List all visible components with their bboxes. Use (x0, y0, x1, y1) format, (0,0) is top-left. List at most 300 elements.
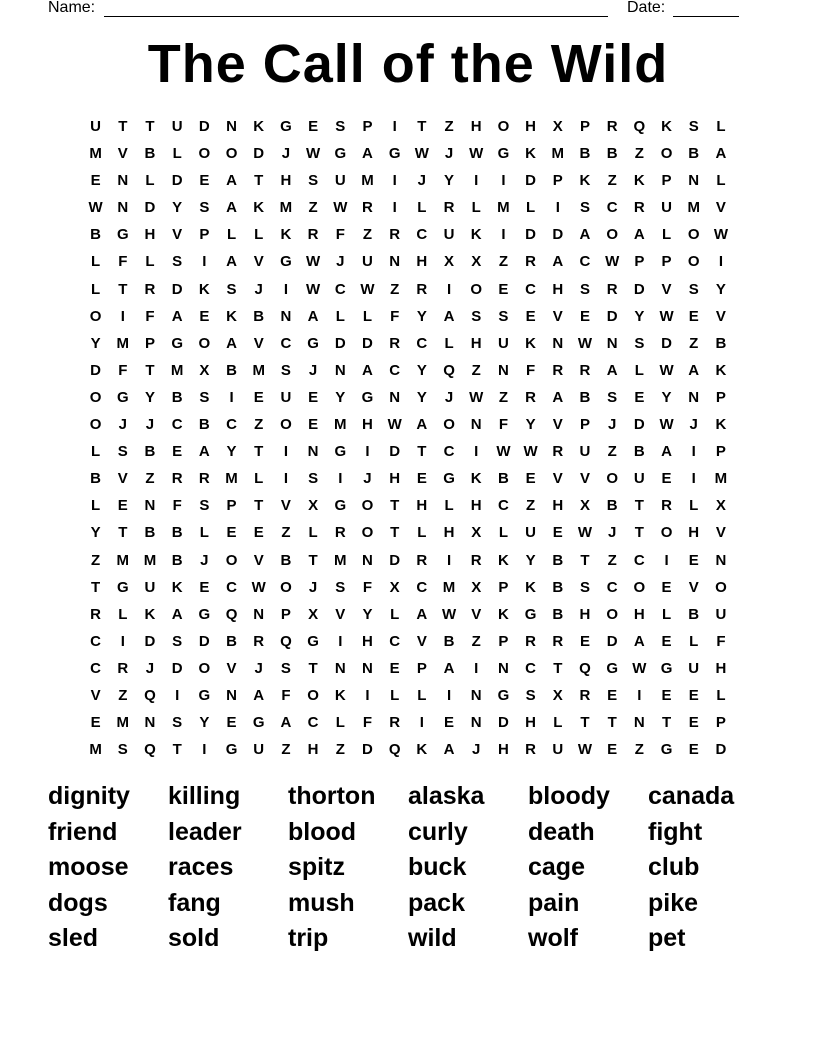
grid-letter[interactable]: D (525, 172, 537, 190)
grid-letter[interactable]: L (444, 334, 454, 352)
name-field[interactable] (104, 16, 608, 17)
grid-letter[interactable]: G (334, 145, 347, 163)
grid-letter[interactable]: W (577, 741, 593, 759)
grid-letter[interactable]: W (577, 524, 593, 542)
grid-letter[interactable]: R (552, 443, 564, 461)
grid-letter[interactable]: A (171, 605, 183, 623)
grid-letter[interactable]: L (335, 714, 345, 732)
grid-letter[interactable]: Q (144, 741, 156, 759)
grid-letter[interactable]: O (687, 226, 700, 244)
grid-letter[interactable]: F (498, 416, 508, 434)
grid-letter[interactable]: A (362, 145, 373, 163)
grid-letter[interactable]: G (497, 686, 510, 704)
grid-letter[interactable]: Z (607, 551, 617, 569)
grid-letter[interactable]: H (688, 524, 700, 542)
grid-letter[interactable]: K (497, 605, 509, 623)
grid-letter[interactable]: B (579, 388, 591, 406)
grid-letter[interactable]: K (470, 226, 482, 244)
grid-letter[interactable]: H (552, 497, 564, 515)
grid-letter[interactable]: Y (144, 388, 155, 406)
grid-letter[interactable]: C (497, 497, 509, 515)
grid-letter[interactable]: V (715, 524, 726, 542)
grid-letter[interactable]: Y (525, 551, 536, 569)
grid-letter[interactable]: P (226, 497, 237, 515)
grid-letter[interactable]: N (280, 307, 292, 325)
grid-letter[interactable]: E (552, 524, 563, 542)
grid-letter[interactable]: D (171, 172, 183, 190)
grid-letter[interactable]: X (308, 605, 319, 623)
grid-letter[interactable]: D (362, 334, 373, 352)
grid-letter[interactable]: Y (90, 524, 101, 542)
grid-letter[interactable]: D (253, 145, 265, 163)
grid-letter[interactable]: E (199, 172, 210, 190)
grid-letter[interactable]: E (498, 280, 509, 298)
grid-letter[interactable]: H (443, 524, 455, 542)
grid-letter[interactable]: H (715, 659, 727, 677)
grid-letter[interactable]: D (606, 307, 618, 325)
grid-letter[interactable]: B (633, 443, 645, 461)
grid-letter[interactable]: T (661, 714, 672, 732)
grid-letter[interactable]: L (91, 280, 101, 298)
grid-letter[interactable]: S (335, 118, 346, 135)
grid-letter[interactable]: R (198, 470, 210, 488)
grid-letter[interactable]: H (497, 741, 509, 759)
grid-letter[interactable]: I (501, 226, 506, 244)
grid-letter[interactable]: Q (579, 659, 591, 677)
grid-letter[interactable]: R (307, 226, 319, 244)
grid-letter[interactable]: J (607, 416, 617, 434)
grid-letter[interactable]: N (715, 551, 727, 569)
date-field[interactable] (673, 16, 739, 17)
grid-letter[interactable]: T (254, 172, 264, 190)
grid-letter[interactable]: K (198, 280, 210, 298)
grid-letter[interactable]: J (254, 659, 263, 677)
grid-letter[interactable]: N (470, 686, 482, 704)
grid-letter[interactable]: S (579, 280, 590, 298)
grid-letter[interactable]: X (579, 497, 590, 515)
grid-letter[interactable]: L (390, 686, 400, 704)
grid-letter[interactable]: M (687, 199, 700, 217)
grid-letter[interactable]: Z (607, 443, 617, 461)
grid-letter[interactable]: I (229, 388, 234, 406)
grid-letter[interactable]: L (634, 361, 644, 379)
grid-letter[interactable]: K (661, 118, 672, 135)
grid-letter[interactable]: R (525, 632, 537, 650)
grid-letter[interactable]: Y (416, 388, 427, 406)
grid-letter[interactable]: D (198, 632, 210, 650)
grid-letter[interactable]: M (279, 199, 293, 217)
grid-letter[interactable]: O (89, 416, 102, 434)
grid-letter[interactable]: N (253, 605, 265, 623)
grid-letter[interactable]: E (90, 172, 101, 190)
grid-letter[interactable]: O (443, 416, 455, 434)
grid-letter[interactable]: Y (416, 361, 427, 379)
grid-letter[interactable]: M (116, 334, 130, 352)
grid-letter[interactable]: P (144, 334, 155, 352)
grid-letter[interactable]: W (605, 253, 620, 271)
grid-letter[interactable]: G (388, 145, 401, 163)
grid-letter[interactable]: L (362, 307, 373, 325)
grid-letter[interactable]: N (688, 388, 700, 406)
grid-letter[interactable]: C (226, 578, 237, 596)
grid-letter[interactable]: E (226, 524, 237, 542)
grid-letter[interactable]: E (661, 470, 672, 488)
grid-letter[interactable]: N (497, 659, 509, 677)
grid-letter[interactable]: S (688, 280, 699, 298)
grid-letter[interactable]: D (633, 416, 645, 434)
grid-letter[interactable]: X (444, 253, 455, 271)
grid-letter[interactable]: L (91, 253, 101, 271)
grid-letter[interactable]: H (389, 470, 401, 488)
grid-letter[interactable]: F (526, 361, 536, 379)
grid-letter[interactable]: E (634, 388, 645, 406)
grid-letter[interactable]: P (579, 118, 590, 135)
grid-letter[interactable]: T (634, 524, 644, 542)
grid-letter[interactable]: V (471, 605, 482, 623)
grid-letter[interactable]: G (252, 714, 265, 732)
grid-letter[interactable]: M (497, 199, 510, 217)
grid-letter[interactable]: B (198, 416, 210, 434)
grid-letter[interactable]: H (307, 741, 319, 759)
grid-letter[interactable]: B (606, 497, 618, 515)
grid-letter[interactable]: C (606, 578, 618, 596)
grid-letter[interactable]: E (688, 686, 699, 704)
grid-letter[interactable]: J (118, 416, 127, 434)
grid-letter[interactable]: H (579, 605, 591, 623)
grid-letter[interactable]: S (172, 632, 183, 650)
grid-letter[interactable]: R (552, 632, 564, 650)
grid-letter[interactable]: M (143, 551, 157, 569)
grid-letter[interactable]: D (389, 551, 401, 569)
grid-letter[interactable]: G (334, 497, 347, 515)
grid-letter[interactable]: A (362, 361, 373, 379)
grid-letter[interactable]: I (338, 470, 343, 488)
grid-letter[interactable]: Z (471, 361, 481, 379)
grid-letter[interactable]: W (441, 605, 457, 623)
grid-letter[interactable]: T (553, 659, 563, 677)
grid-letter[interactable]: D (362, 741, 373, 759)
grid-letter[interactable]: L (716, 686, 726, 704)
grid-letter[interactable]: R (90, 605, 102, 623)
grid-letter[interactable]: T (118, 118, 128, 135)
grid-letter[interactable]: E (607, 741, 618, 759)
grid-letter[interactable]: Z (254, 416, 264, 434)
grid-letter[interactable]: E (688, 551, 699, 569)
grid-letter[interactable]: D (171, 280, 183, 298)
grid-letter[interactable]: C (416, 578, 428, 596)
grid-letter[interactable]: O (307, 686, 319, 704)
grid-letter[interactable]: U (688, 659, 700, 677)
grid-letter[interactable]: R (443, 199, 455, 217)
grid-letter[interactable]: E (199, 578, 210, 596)
grid-letter[interactable]: K (470, 470, 482, 488)
grid-letter[interactable]: T (417, 118, 427, 135)
grid-letter[interactable]: C (389, 361, 401, 379)
grid-letter[interactable]: E (308, 118, 319, 135)
grid-letter[interactable]: R (579, 686, 591, 704)
grid-letter[interactable]: N (307, 443, 319, 461)
grid-letter[interactable]: K (416, 741, 428, 759)
grid-letter[interactable]: N (117, 199, 129, 217)
grid-letter[interactable]: X (199, 361, 210, 379)
grid-letter[interactable]: M (334, 551, 347, 569)
grid-letter[interactable]: I (555, 199, 560, 217)
grid-letter[interactable]: K (525, 578, 537, 596)
grid-letter[interactable]: X (308, 497, 319, 515)
grid-letter[interactable]: U (334, 172, 346, 190)
grid-letter[interactable]: U (90, 118, 102, 135)
grid-letter[interactable]: L (526, 199, 536, 217)
grid-letter[interactable]: I (637, 686, 642, 704)
grid-letter[interactable]: L (145, 253, 155, 271)
grid-letter[interactable]: Y (715, 280, 726, 298)
grid-letter[interactable]: B (443, 632, 455, 650)
grid-letter[interactable]: Z (281, 741, 291, 759)
grid-letter[interactable]: G (524, 605, 537, 623)
grid-letter[interactable]: O (687, 253, 700, 271)
grid-letter[interactable]: N (606, 334, 618, 352)
grid-letter[interactable]: V (117, 470, 128, 488)
grid-letter[interactable]: Z (607, 172, 617, 190)
grid-letter[interactable]: K (226, 307, 237, 325)
grid-letter[interactable]: T (91, 578, 101, 596)
grid-letter[interactable]: I (392, 172, 397, 190)
grid-letter[interactable]: Y (634, 307, 645, 325)
grid-letter[interactable]: U (280, 388, 292, 406)
grid-letter[interactable]: R (416, 551, 428, 569)
grid-letter[interactable]: D (144, 199, 156, 217)
grid-letter[interactable]: R (117, 659, 129, 677)
grid-letter[interactable]: Q (388, 741, 401, 759)
grid-letter[interactable]: I (202, 741, 207, 759)
grid-letter[interactable]: E (444, 714, 455, 732)
grid-letter[interactable]: Y (416, 307, 427, 325)
grid-letter[interactable]: H (470, 334, 482, 352)
grid-letter[interactable]: B (226, 632, 237, 650)
grid-letter[interactable]: G (116, 578, 129, 596)
grid-letter[interactable]: X (552, 686, 563, 704)
grid-letter[interactable]: S (579, 578, 590, 596)
grid-letter[interactable]: V (552, 470, 563, 488)
grid-letter[interactable]: B (171, 388, 183, 406)
grid-letter[interactable]: W (414, 145, 429, 163)
grid-letter[interactable]: P (579, 416, 590, 434)
grid-letter[interactable]: A (579, 226, 591, 244)
grid-letter[interactable]: H (280, 172, 292, 190)
grid-letter[interactable]: L (498, 524, 508, 542)
grid-letter[interactable]: G (443, 470, 455, 488)
grid-letter[interactable]: W (577, 334, 593, 352)
grid-letter[interactable]: S (607, 388, 618, 406)
grid-letter[interactable]: R (661, 497, 672, 515)
grid-letter[interactable]: W (333, 199, 348, 217)
grid-letter[interactable]: W (659, 416, 674, 434)
grid-letter[interactable]: B (579, 145, 591, 163)
grid-letter[interactable]: L (199, 524, 209, 542)
grid-letter[interactable]: I (474, 172, 479, 190)
grid-letter[interactable]: V (253, 253, 264, 271)
grid-letter[interactable]: R (334, 524, 346, 542)
grid-letter[interactable]: I (446, 551, 452, 569)
grid-letter[interactable]: E (525, 307, 536, 325)
grid-letter[interactable]: G (171, 334, 183, 352)
grid-letter[interactable]: A (688, 361, 700, 379)
grid-letter[interactable]: O (606, 226, 618, 244)
grid-letter[interactable]: D (661, 334, 672, 352)
grid-letter[interactable]: C (579, 253, 591, 271)
grid-letter[interactable]: G (334, 443, 347, 461)
grid-letter[interactable]: Y (661, 388, 672, 406)
grid-letter[interactable]: R (144, 280, 156, 298)
grid-letter[interactable]: G (198, 605, 211, 623)
grid-letter[interactable]: B (90, 470, 102, 488)
grid-letter[interactable]: Y (199, 714, 210, 732)
grid-letter[interactable]: H (525, 714, 537, 732)
grid-letter[interactable]: H (362, 416, 373, 434)
grid-letter[interactable]: P (661, 253, 672, 271)
grid-letter[interactable]: T (172, 741, 182, 759)
grid-letter[interactable]: B (552, 578, 564, 596)
grid-letter[interactable]: W (469, 388, 484, 406)
grid-letter[interactable]: A (552, 253, 564, 271)
grid-letter[interactable]: A (307, 307, 319, 325)
grid-letter[interactable]: O (715, 578, 727, 596)
grid-letter[interactable]: O (198, 145, 211, 163)
grid-letter[interactable]: A (226, 199, 237, 217)
grid-letter[interactable]: B (715, 334, 727, 352)
grid-letter[interactable]: I (446, 686, 452, 704)
grid-letter[interactable]: Z (145, 470, 155, 488)
grid-letter[interactable]: T (390, 497, 400, 515)
grid-letter[interactable]: A (416, 416, 428, 434)
grid-letter[interactable]: V (688, 578, 699, 596)
grid-letter[interactable]: K (633, 172, 645, 190)
grid-letter[interactable]: U (715, 605, 727, 623)
grid-letter[interactable]: K (253, 118, 265, 135)
grid-letter[interactable]: L (471, 199, 481, 217)
grid-letter[interactable]: T (308, 659, 318, 677)
grid-letter[interactable]: Z (689, 334, 699, 352)
grid-letter[interactable]: V (117, 145, 128, 163)
grid-letter[interactable]: E (688, 714, 699, 732)
grid-letter[interactable]: X (389, 578, 400, 596)
grid-letter[interactable]: S (471, 307, 482, 325)
grid-letter[interactable]: A (253, 686, 265, 704)
grid-letter[interactable]: Z (390, 280, 400, 298)
grid-letter[interactable]: Y (335, 388, 346, 406)
grid-letter[interactable]: Z (634, 741, 644, 759)
grid-letter[interactable]: A (715, 145, 727, 163)
grid-letter[interactable]: O (198, 659, 211, 677)
grid-letter[interactable]: A (443, 659, 455, 677)
grid-letter[interactable]: F (335, 226, 345, 244)
grid-letter[interactable]: B (552, 605, 564, 623)
grid-letter[interactable]: D (144, 632, 156, 650)
grid-letter[interactable]: E (688, 307, 699, 325)
grid-letter[interactable]: I (664, 551, 669, 569)
grid-letter[interactable]: R (525, 741, 537, 759)
grid-letter[interactable]: O (660, 524, 673, 542)
grid-letter[interactable]: D (552, 226, 564, 244)
grid-letter[interactable]: G (307, 632, 319, 650)
grid-letter[interactable]: W (632, 659, 647, 677)
grid-letter[interactable]: S (117, 443, 128, 461)
grid-letter[interactable]: T (580, 714, 590, 732)
grid-letter[interactable]: E (607, 686, 618, 704)
grid-letter[interactable]: S (199, 199, 210, 217)
grid-letter[interactable]: V (226, 659, 237, 677)
grid-letter[interactable]: L (226, 226, 237, 244)
grid-letter[interactable]: B (253, 307, 265, 325)
grid-letter[interactable]: P (552, 172, 563, 190)
grid-letter[interactable]: O (89, 388, 102, 406)
grid-letter[interactable]: W (523, 443, 538, 461)
grid-letter[interactable]: G (361, 388, 374, 406)
grid-letter[interactable]: I (691, 443, 696, 461)
grid-letter[interactable]: O (606, 470, 618, 488)
grid-letter[interactable]: Z (498, 253, 508, 271)
grid-letter[interactable]: U (171, 118, 183, 135)
grid-letter[interactable]: K (715, 361, 727, 379)
grid-letter[interactable]: N (470, 714, 482, 732)
grid-letter[interactable]: W (251, 578, 266, 596)
grid-letter[interactable]: Z (634, 145, 644, 163)
grid-letter[interactable]: E (253, 524, 264, 542)
grid-letter[interactable]: M (89, 145, 102, 163)
grid-letter[interactable]: H (416, 253, 428, 271)
grid-letter[interactable]: C (280, 334, 292, 352)
grid-letter[interactable]: K (525, 334, 537, 352)
grid-letter[interactable]: O (89, 307, 102, 325)
grid-letter[interactable]: A (606, 361, 618, 379)
grid-letter[interactable]: N (117, 172, 129, 190)
grid-letter[interactable]: L (118, 605, 128, 623)
grid-letter[interactable]: L (689, 497, 699, 515)
grid-letter[interactable]: D (497, 714, 509, 732)
grid-letter[interactable]: I (365, 443, 370, 461)
grid-letter[interactable]: M (252, 361, 265, 379)
grid-letter[interactable]: D (171, 659, 183, 677)
grid-letter[interactable]: S (226, 280, 237, 298)
grid-letter[interactable]: T (634, 497, 644, 515)
grid-letter[interactable]: N (688, 172, 700, 190)
grid-letter[interactable]: R (171, 470, 183, 488)
grid-letter[interactable]: E (253, 388, 264, 406)
grid-letter[interactable]: F (172, 497, 182, 515)
grid-letter[interactable]: J (145, 659, 155, 677)
grid-letter[interactable]: L (254, 470, 264, 488)
grid-letter[interactable]: E (199, 307, 210, 325)
grid-letter[interactable]: L (417, 686, 427, 704)
grid-letter[interactable]: P (661, 172, 672, 190)
grid-letter[interactable]: L (335, 307, 345, 325)
grid-letter[interactable]: B (144, 145, 156, 163)
grid-letter[interactable]: A (171, 307, 183, 325)
grid-letter[interactable]: C (90, 632, 102, 650)
grid-letter[interactable]: X (471, 524, 482, 542)
grid-letter[interactable]: J (254, 280, 263, 298)
grid-letter[interactable]: N (362, 659, 373, 677)
grid-letter[interactable]: P (280, 605, 291, 623)
grid-letter[interactable]: U (661, 199, 672, 217)
grid-letter[interactable]: F (118, 253, 128, 271)
grid-letter[interactable]: Z (471, 632, 481, 650)
grid-letter[interactable]: O (280, 578, 292, 596)
grid-letter[interactable]: V (90, 686, 101, 704)
grid-letter[interactable]: E (688, 741, 699, 759)
grid-letter[interactable]: B (144, 524, 156, 542)
grid-letter[interactable]: L (417, 524, 427, 542)
